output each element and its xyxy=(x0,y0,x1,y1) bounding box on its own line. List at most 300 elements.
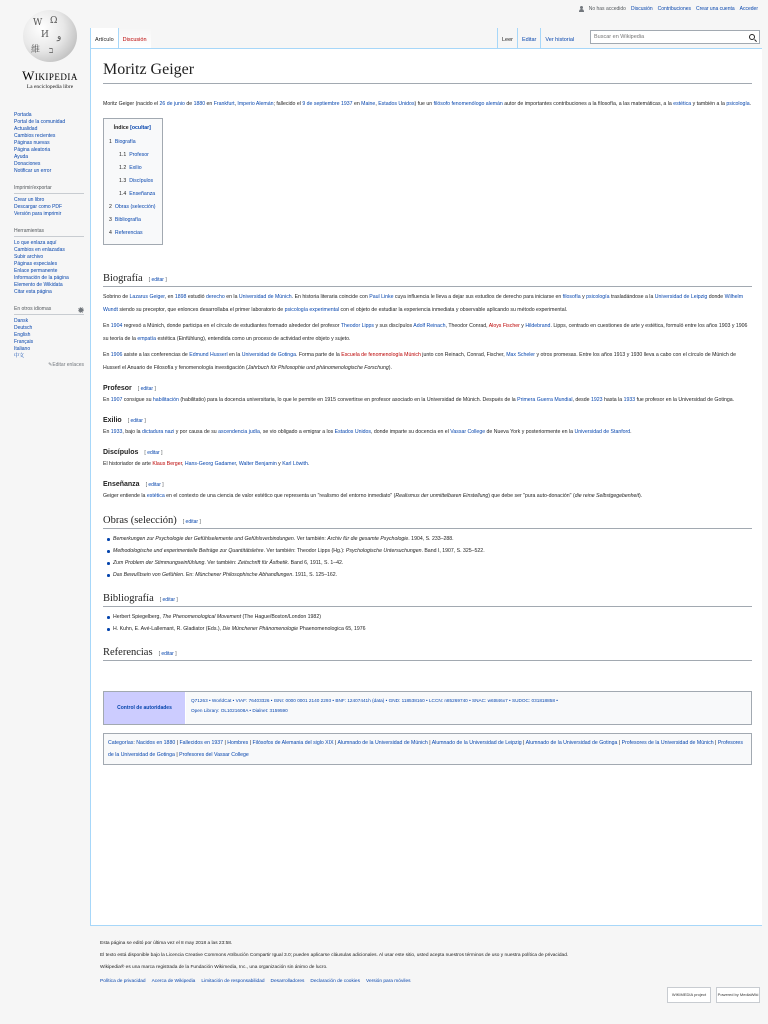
edit-section-link[interactable]: [ editar ] xyxy=(137,386,156,392)
exilio-paragraph xyxy=(103,426,752,439)
toc-hide-toggle[interactable]: [ocultar] xyxy=(130,125,151,131)
list-item-text: Die Münchener Phänomenologie xyxy=(222,626,299,632)
sidebar-item[interactable] xyxy=(14,133,84,140)
text-run: en xyxy=(352,101,362,107)
toc-item[interactable] xyxy=(109,227,156,240)
personal-contribs-link[interactable]: Contribuciones xyxy=(657,6,692,12)
inline-link[interactable]: 26 de junio xyxy=(159,101,185,107)
sidebar-item[interactable] xyxy=(14,161,84,168)
footer-link[interactable]: Desarrolladores xyxy=(270,979,305,984)
gear-icon[interactable] xyxy=(78,307,84,313)
edit-section-link[interactable]: [ editar ] xyxy=(145,482,164,488)
sidebar-item[interactable] xyxy=(14,247,84,254)
sidebar-item-label[interactable]: Elemento de Wikidata xyxy=(14,282,63,288)
inline-link[interactable]: Wilhelm Wundt xyxy=(103,294,744,313)
footer xyxy=(100,940,760,997)
edit-section-link[interactable]: [ editar ] xyxy=(127,418,146,424)
sidebar-item[interactable] xyxy=(14,282,84,289)
text-run: . En historia literaria coincide con xyxy=(291,294,370,300)
text-run: en xyxy=(205,101,214,107)
list-item-text: Münchener Philosophische Abhandlungen xyxy=(195,572,293,578)
inline-link[interactable]: Universidad de Múnich xyxy=(238,294,292,300)
text-run: y xyxy=(519,323,526,329)
list-item xyxy=(107,611,752,623)
sidebar-item[interactable] xyxy=(14,339,84,346)
inline-link[interactable]: Lazarus Geiger xyxy=(129,294,165,300)
inline-link[interactable]: empatía xyxy=(137,336,157,342)
inline-link[interactable]: 1880 xyxy=(193,101,206,107)
text-run: Sobrino de xyxy=(103,294,130,300)
text-run: ). xyxy=(388,365,392,371)
inline-link[interactable]: Maine xyxy=(361,101,376,107)
inline-link[interactable]: psicología xyxy=(586,294,610,300)
footer-link[interactable]: Versión para móviles xyxy=(366,979,411,984)
toc-link[interactable]: Profesor xyxy=(129,152,149,158)
text-run: En xyxy=(103,397,111,403)
sidebar-item[interactable] xyxy=(14,240,84,247)
toc-number: 1.4 xyxy=(119,191,127,197)
toc-number: 1.2 xyxy=(119,165,127,171)
text-run: , Theodor Conrad, xyxy=(445,323,489,329)
inline-link[interactable]: 1933 xyxy=(623,397,636,403)
text-run: En xyxy=(103,429,111,435)
edit-section-link[interactable]: [ editar ] xyxy=(182,519,201,525)
sidebar-item[interactable] xyxy=(14,126,84,133)
text-run: en el contexto de una ciencia de valor estético que representa un "realismo del entorno inmediato" ( xyxy=(164,493,396,499)
inline-link[interactable]: Hildebrand xyxy=(525,323,551,329)
authority-line[interactable] xyxy=(191,696,746,706)
section-heading-ensenanza xyxy=(103,481,752,488)
text-run: consigue su xyxy=(122,397,153,403)
tab-history[interactable] xyxy=(540,28,578,48)
sidebar-item[interactable] xyxy=(14,325,84,332)
edit-link[interactable]: editar xyxy=(130,418,143,424)
section-heading-referencias xyxy=(103,647,752,661)
intro-paragraph xyxy=(103,98,752,111)
category-link[interactable]: Alumnado de la Universidad de Múnich xyxy=(337,740,428,746)
inline-link[interactable]: Paul Linke xyxy=(369,294,394,300)
profesor-paragraph xyxy=(103,394,752,407)
inline-link[interactable]: Theodor Lipps xyxy=(340,323,375,329)
sidebar-item-label[interactable]: Français xyxy=(14,339,34,345)
sidebar-item-label[interactable]: Páginas especiales xyxy=(14,261,58,267)
search-box[interactable] xyxy=(590,30,760,44)
list-item-text: . Band 6, 1911, S. 1–42. xyxy=(287,560,344,566)
tab-talk-label[interactable]: Discusión xyxy=(122,37,147,43)
text-run: , xyxy=(235,461,239,467)
personal-talk-link[interactable]: Discusión xyxy=(630,6,653,12)
sidebar-item[interactable] xyxy=(14,197,84,204)
sidebar-item[interactable] xyxy=(14,154,84,161)
section-heading-discipulos xyxy=(103,449,752,456)
list-item-text: . Ver también: xyxy=(204,560,238,566)
edit-link[interactable]: editar xyxy=(151,277,164,283)
sidebar-item[interactable] xyxy=(14,268,84,275)
text-run: y sus discípulos xyxy=(374,323,414,329)
authority-control-label[interactable] xyxy=(104,692,186,724)
inline-link[interactable]: Aloys Fischer xyxy=(488,323,520,329)
inline-link[interactable]: 1898 xyxy=(174,294,187,300)
toc-link[interactable]: Biografía xyxy=(114,139,136,145)
personal-tools xyxy=(579,6,758,12)
text-run: , xyxy=(234,101,238,107)
category-separator: | xyxy=(223,740,228,746)
tab-talk[interactable] xyxy=(118,28,151,48)
text-run: autor de importantes contribuciones a la filosofía, a las matemáticas, a la xyxy=(502,101,674,107)
inline-link[interactable]: 1933 xyxy=(110,429,123,435)
edit-section-link[interactable]: [ editar ] xyxy=(144,450,163,456)
edit-link[interactable]: editar xyxy=(147,450,160,456)
text-run: junto con Reinach, Conrad, Fischer, xyxy=(420,352,507,358)
text-run: . xyxy=(307,461,310,467)
section-heading-profesor xyxy=(103,385,752,392)
text-run: ; fallecido el xyxy=(273,101,303,107)
list-item xyxy=(107,569,752,581)
authority-ids-1[interactable]: Q71263 • WorldCat • VIAF: 76403326 • ISNI: 0000 0001 2140 2293 • BNF: 12407441h (data) • GND: 118538160 • LCCN: n85269740 • SNAC: w6t846x7 • SUDOC: 031818858 • xyxy=(191,698,558,703)
sidebar-item-label[interactable]: Dansk xyxy=(14,318,29,324)
heading-text: Profesor xyxy=(103,385,132,392)
inline-link[interactable]: habilitación xyxy=(152,397,179,403)
text-run: cuya influencia le lleva a dejar sus estudios de derecho para iniciarse en xyxy=(393,294,563,300)
sidebar-item[interactable] xyxy=(14,204,84,211)
edit-links-label: Editar enlaces xyxy=(52,362,84,368)
edit-link[interactable]: editar xyxy=(161,651,174,657)
sidebar-item[interactable] xyxy=(14,289,84,296)
category-link[interactable]: Fallecidos en 1937 xyxy=(179,740,223,746)
list-item-text: (The Hague/Boston/London 1982) xyxy=(241,614,321,620)
sidebar-item-label[interactable]: Citar esta página xyxy=(14,289,52,295)
text-run: hasta la xyxy=(602,397,624,403)
category-link[interactable]: Alumnado de la Universidad de Leipzig xyxy=(431,740,522,746)
category-link[interactable]: Profesores de la Universidad de Gotinga xyxy=(108,740,743,758)
wikimedia-badge[interactable]: WIKIMEDIA project xyxy=(667,987,711,1003)
inline-link[interactable]: Karl Löwith xyxy=(282,461,308,467)
sidebar-item-label[interactable]: Página aleatoria xyxy=(14,147,51,153)
category-link[interactable]: Profesores de la Universidad de Múnich xyxy=(621,740,714,746)
category-links xyxy=(103,733,752,765)
sidebar-item[interactable] xyxy=(14,112,84,119)
sidebar-item-label[interactable]: Notificar un error xyxy=(14,168,52,174)
list-item xyxy=(107,557,752,569)
text-run: donde xyxy=(707,294,725,300)
tab-edit-label[interactable]: Editar xyxy=(522,37,537,43)
sidebar-languages xyxy=(14,306,84,369)
table-of-contents xyxy=(103,118,163,245)
text-run: , donde imparte su docencia en el xyxy=(370,429,451,435)
toc-number: 1.3 xyxy=(119,178,127,184)
text-run: fue profesor en la Universidad de Gotinga. xyxy=(635,397,735,403)
list-item-text: . 1904, S. 233–288. xyxy=(408,536,454,542)
main-content xyxy=(90,48,762,926)
inline-link[interactable]: 1923 xyxy=(590,397,603,403)
inline-link[interactable]: Primera Guerra Mundial xyxy=(517,397,573,403)
text-run: en la xyxy=(224,294,239,300)
tab-history-label[interactable]: Ver historial xyxy=(545,37,575,43)
text-run: El historiador de arte xyxy=(103,461,153,467)
sidebar-item[interactable] xyxy=(14,140,84,147)
sidebar-item-label[interactable]: Actualidad xyxy=(14,126,38,132)
sidebar-item[interactable] xyxy=(14,254,84,261)
user-icon xyxy=(579,6,584,12)
inline-link[interactable]: psicología experimental xyxy=(284,307,340,313)
sidebar-item[interactable] xyxy=(14,119,84,126)
toc-link[interactable]: Referencias xyxy=(114,230,143,236)
list-item-text: Zum Problem der Stimmungseinfühlung xyxy=(113,560,205,566)
toc-item[interactable] xyxy=(109,188,156,201)
text-run: y otros promesas. Entre los años 1913 y 1930 lleva a cabo con el círculo de Múnich de Husserl el Anuario de Filosofía y fenomenología investigación ( xyxy=(103,352,737,371)
inline-link[interactable]: Universidad de Gotinga xyxy=(241,352,296,358)
inline-link[interactable]: 9 de septiembre xyxy=(302,101,340,107)
sidebar-item-label[interactable]: Italiano xyxy=(14,346,31,352)
toc-number: 1.1 xyxy=(119,152,127,158)
category-link[interactable]: Profesores del Vassar College xyxy=(179,752,249,758)
category-separator: | xyxy=(521,740,526,746)
text-run: , en xyxy=(164,294,175,300)
bio-paragraph-2 xyxy=(103,320,752,346)
toc-link[interactable]: Exilio xyxy=(129,165,142,171)
search-input[interactable] xyxy=(594,34,744,40)
sidebar-item-label[interactable]: Donaciones xyxy=(14,161,41,167)
sidebar-item[interactable] xyxy=(14,346,84,353)
inline-link[interactable]: Imperio Alemán xyxy=(237,101,274,107)
sidebar-item-label[interactable]: Lo que enlaza aquí xyxy=(14,240,57,246)
text-run: . xyxy=(630,429,632,435)
toc-item[interactable] xyxy=(109,175,156,188)
sidebar-item[interactable] xyxy=(14,332,84,339)
inline-link[interactable]: psicología xyxy=(726,101,750,107)
edit-link[interactable]: editar xyxy=(162,597,176,603)
edit-link[interactable]: editar xyxy=(140,386,154,392)
list-item-text: The Phenomenological Movement xyxy=(162,614,242,620)
sidebar-item-label[interactable]: 中文 xyxy=(14,353,25,359)
tab-article[interactable]: Artículo xyxy=(90,28,118,48)
authority-label-link[interactable]: Control de autoridades xyxy=(117,705,172,711)
sidebar-heading-languages xyxy=(14,306,84,315)
footer-link[interactable]: Acerca de Wikipedia xyxy=(151,979,196,984)
categories-label[interactable]: Categorías xyxy=(108,740,134,746)
logo-tagline: La enciclopedia libre xyxy=(26,84,74,90)
inline-link[interactable]: 1906 xyxy=(110,352,123,358)
category-separator: | xyxy=(248,740,253,746)
footer-link[interactable]: Limitación de responsabilidad xyxy=(201,979,265,984)
list-item-text: Psychologische Untersuchungen xyxy=(345,548,422,554)
authority-ids-2[interactable]: Open Library: OL1021608A • Dialnet: 3159590 xyxy=(191,708,288,713)
inline-link[interactable]: 1904 xyxy=(110,323,123,329)
toc-link[interactable]: Bibliografía xyxy=(114,217,141,223)
list-item-text: . 1911, S. 125–162. xyxy=(292,572,338,578)
sidebar-item-label[interactable]: Descargar como PDF xyxy=(14,204,63,210)
sidebar-item-label[interactable]: English xyxy=(14,332,31,338)
sidebar-item[interactable] xyxy=(14,275,84,282)
sidebar-item-label[interactable]: Páginas nuevas xyxy=(14,140,50,146)
sidebar-item-label[interactable]: Cambios recientes xyxy=(14,133,56,139)
inline-link[interactable]: estética xyxy=(146,493,165,499)
sidebar-item-label[interactable]: Enlace permanente xyxy=(14,268,58,274)
text-run: siendo su preceptor, que enlonces desarrollaba el primer laboratorio de xyxy=(117,307,285,313)
text-run: En xyxy=(103,352,111,358)
section-heading-exilio xyxy=(103,417,752,424)
inline-link[interactable]: 1907 xyxy=(110,397,123,403)
sidebar-item-label[interactable]: Portal de la comunidad xyxy=(14,119,66,125)
text-run: , bajo la xyxy=(122,429,142,435)
list-item-text: Herbert Spiegelberg, xyxy=(113,614,163,620)
category-separator: | xyxy=(713,740,718,746)
toc-item[interactable] xyxy=(109,162,156,175)
last-modified: Esta página se editó por última vez el 8 may 2018 a las 23:58. xyxy=(100,941,233,946)
sidebar-item-label[interactable]: Subir archivo xyxy=(14,254,44,260)
categories-colon: : xyxy=(133,740,137,746)
search-icon[interactable] xyxy=(749,34,755,40)
inline-link[interactable]: Edmund Husserl xyxy=(189,352,228,358)
list-item-text: . Ver también: xyxy=(293,536,328,542)
text-run: de xyxy=(184,101,194,107)
toc-number: 2 xyxy=(109,204,112,210)
category-link[interactable]: Filósofos de Alemania del siglo XIX xyxy=(252,740,334,746)
inline-link[interactable]: ascendencia judía xyxy=(218,429,260,435)
inline-link[interactable]: Universidad de Stanford xyxy=(574,429,631,435)
toc-number: 4 xyxy=(109,230,112,236)
list-item-text: Das Bewußtsein von Gefühlen xyxy=(113,572,184,578)
bio-paragraph-3 xyxy=(103,349,752,375)
wikipedia-logo[interactable] xyxy=(14,10,86,95)
footer-icons xyxy=(667,987,760,1003)
list-item-text: Phaenomenologica 65, 1976 xyxy=(298,626,366,632)
inline-link[interactable]: Estados Unidos xyxy=(334,429,371,435)
inline-link[interactable]: derecho xyxy=(206,294,225,300)
inline-link[interactable]: Walter Benjamin xyxy=(238,461,277,467)
mediawiki-badge[interactable]: Powered by MediaWiki xyxy=(716,987,760,1003)
inline-link[interactable]: Frankfurt xyxy=(213,101,235,107)
sidebar-item-label[interactable]: Información de la página xyxy=(14,275,69,281)
heading-text: Referencias xyxy=(103,647,153,658)
list-item-text: H. Kuhn, E. Avé-Lallemant, R. Gladiator (Eds.), xyxy=(113,626,223,632)
text-run: con el objeto de estudiar la experiencia inmediata y observable aplicando su método experimental. xyxy=(339,307,568,313)
category-link[interactable]: Hombres xyxy=(227,740,249,746)
authority-control xyxy=(103,691,752,725)
inline-link[interactable]: Universidad de Leipzig xyxy=(654,294,708,300)
sidebar-item-label[interactable]: Crear un libro xyxy=(14,197,45,203)
inline-link[interactable]: Vassar College xyxy=(450,429,486,435)
sidebar-item[interactable] xyxy=(14,261,84,268)
inline-link[interactable]: Escuela de fenomenología Múnich xyxy=(341,352,421,358)
category-separator: | xyxy=(427,740,432,746)
discipulos-paragraph xyxy=(103,458,752,471)
inline-link[interactable]: Max Scheler xyxy=(506,352,536,358)
inline-link[interactable]: Klaus Berger xyxy=(152,461,183,467)
ensenanza-paragraph xyxy=(103,490,752,503)
inline-link[interactable]: Estados Unidos xyxy=(378,101,415,107)
authority-line[interactable] xyxy=(191,706,746,716)
toc-item[interactable] xyxy=(109,136,156,149)
create-account-link[interactable]: Crear una cuenta xyxy=(696,6,735,12)
edit-link[interactable]: editar xyxy=(148,482,161,488)
sidebar-item-label[interactable]: Ayuda xyxy=(14,154,29,160)
heading-text: Enseñanza xyxy=(103,481,140,488)
pencil-icon: ✎ xyxy=(48,362,53,368)
inline-link[interactable]: Adolf Reinach xyxy=(413,323,446,329)
sidebar-item[interactable] xyxy=(14,211,84,218)
inline-link[interactable]: 1937 xyxy=(340,101,353,107)
sidebar-item-label[interactable]: Cambios en enlazadas xyxy=(14,247,65,253)
category-link[interactable]: Nacidos en 1880 xyxy=(136,740,176,746)
footer-link[interactable]: Declaración de cookies xyxy=(310,979,361,984)
toc-link[interactable]: Obras (selección) xyxy=(114,204,156,210)
list-item-text: Methodologische und experimentelle Beiträge zur Quantitätslehre xyxy=(113,548,264,554)
sidebar-item[interactable] xyxy=(14,168,84,175)
inline-link[interactable]: dictadura nazi xyxy=(141,429,175,435)
edit-section-link[interactable]: [ editar ] xyxy=(148,277,167,283)
text-run: . Lipps, centrado en cuestiones de arte y estética, formuló entre los años 1903 y 1906 su teoría de la xyxy=(103,323,748,342)
text-run: ) fue un xyxy=(414,101,434,107)
license-text: El texto está disponible bajo la Licencia Creative Commons Atribución Compartir Igual 3.0; pueden aplicarse cláusulas adicionales. Al usar este sitio, usted acepta nuestros términos de uso y nuestra política de privacidad. xyxy=(100,953,569,958)
text-run: En xyxy=(103,323,111,329)
toc-item[interactable] xyxy=(109,201,156,214)
page-title: Moritz Geiger xyxy=(103,61,752,84)
toc-item[interactable] xyxy=(109,149,156,162)
italic-text: Jahrbuch für Philosophie und phänomenologische Forschung xyxy=(247,365,389,371)
category-separator: | xyxy=(333,740,338,746)
view-tabs xyxy=(497,28,578,48)
edit-link[interactable]: editar xyxy=(185,519,199,525)
footer-link[interactable]: Política de privacidad xyxy=(100,979,146,984)
sidebar-item-label[interactable]: Versión para imprimir xyxy=(14,211,62,217)
heading-text: Exilio xyxy=(103,417,122,424)
toc-title-label: Índice xyxy=(113,125,129,131)
logo-wordmark: Wikipedia xyxy=(22,68,78,83)
text-run: y también a la xyxy=(691,101,727,107)
toc-number: 3 xyxy=(109,217,112,223)
inline-link[interactable]: filosofía xyxy=(562,294,581,300)
sidebar-heading-print: Imprimir/exportar xyxy=(14,185,84,194)
italic-text: die reine Selbstgegebenheit xyxy=(574,493,640,499)
footer-places xyxy=(100,978,760,986)
italic-text: Realismus der unmittelbaren Einstellung xyxy=(395,493,489,499)
toc-link[interactable]: Enseñanza xyxy=(129,191,156,197)
category-link[interactable]: Alumnado de la Universidad de Gotinga xyxy=(525,740,618,746)
edit-interlanguage-links[interactable] xyxy=(14,362,84,369)
namespace-tabs xyxy=(90,28,151,48)
text-run: Moritz Geiger (nacido el xyxy=(103,101,160,107)
inline-link[interactable]: filósofo fenomenólogo alemán xyxy=(433,101,503,107)
inline-link[interactable]: Hans-Georg Gadamer xyxy=(184,461,236,467)
sidebar-item-label[interactable]: Portada xyxy=(14,112,32,118)
toc-item[interactable] xyxy=(109,214,156,227)
text-run: asiste a las conferencias de xyxy=(122,352,190,358)
text-run: y xyxy=(580,294,587,300)
edit-section-link[interactable]: [ editar ] xyxy=(159,597,178,603)
edit-section-link[interactable]: [ editar ] xyxy=(158,651,177,657)
tab-edit[interactable] xyxy=(517,28,540,48)
list-item-text: Zeitschrift für Ästhetik xyxy=(237,560,288,566)
inline-link[interactable]: estética xyxy=(673,101,692,107)
sidebar-item[interactable] xyxy=(14,353,84,360)
sidebar-item-label[interactable]: Deutsch xyxy=(14,325,33,331)
category-separator: | xyxy=(175,740,180,746)
text-run: , desde xyxy=(572,397,591,403)
tab-read[interactable]: Leer xyxy=(497,28,517,48)
sidebar-item[interactable] xyxy=(14,318,84,325)
toc-link[interactable]: Discípulos xyxy=(129,178,154,184)
puzzle-globe-icon: W Ω И ﻭ 維 ב xyxy=(23,10,77,62)
sidebar-print xyxy=(14,185,84,218)
trademark-text: Wikipedia® es una marca registrada de la Fundación Wikimedia, Inc., una organización sin ánimo de lucro. xyxy=(100,965,328,970)
text-run: trasladándose a la xyxy=(609,294,655,300)
text-run: ). xyxy=(639,493,643,499)
category-separator: | xyxy=(617,740,622,746)
sidebar-item[interactable] xyxy=(14,147,84,154)
sidebar-heading-tools: Herramientas xyxy=(14,228,84,237)
login-link[interactable]: Acceder xyxy=(739,6,758,12)
